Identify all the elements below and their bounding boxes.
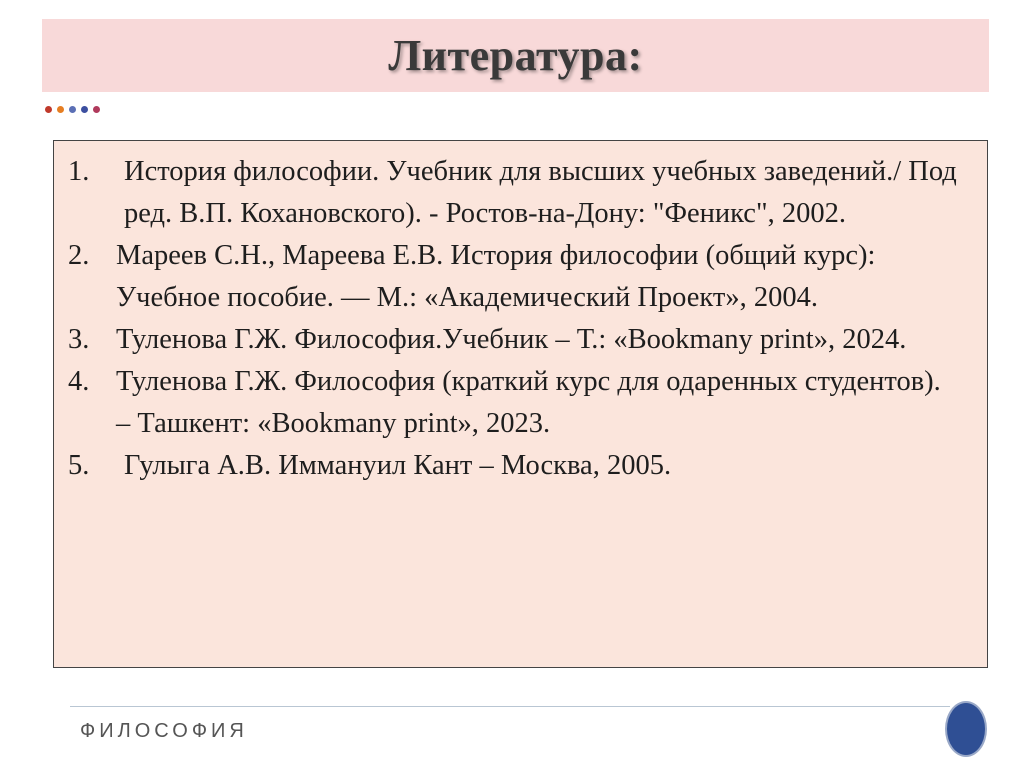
reference-item-5: [54, 445, 987, 487]
dot-icon: [45, 106, 52, 113]
reference-number: 3.: [68, 324, 90, 355]
reference-item-4: [54, 361, 987, 445]
reference-number: 2.: [68, 240, 90, 271]
references-box: [53, 140, 988, 668]
reference-item-3: [54, 319, 987, 361]
footer-divider: [70, 706, 950, 707]
reference-text: История философии. Учебник для высших учебных заведений./ Под ред. В.П. Кохановского). - Ростов-на-Дону: "Феникс", 2002.: [124, 156, 957, 229]
reference-list: [54, 151, 987, 487]
footer-label: ФИЛОСОФИЯ: [80, 720, 248, 742]
slide-title: Литература:: [388, 31, 643, 80]
reference-item-1: [54, 151, 987, 235]
reference-text: Гулыга А.В. Иммануил Кант – Москва, 2005.: [124, 450, 672, 481]
title-bar: [42, 19, 989, 92]
dot-icon: [93, 106, 100, 113]
reference-text: Туленова Г.Ж. Философия (краткий курс для одаренных студентов). – Ташкент: «Bookmany print», 2023.: [116, 366, 941, 439]
circle-icon: [945, 701, 987, 757]
reference-number: 5.: [68, 450, 90, 481]
dot-icon: [69, 106, 76, 113]
reference-text: Туленова Г.Ж. Философия.Учебник – Т.: «Bookmany print», 2024.: [116, 324, 907, 355]
dot-icon: [81, 106, 88, 113]
reference-number: 4.: [68, 366, 90, 397]
reference-text: Мареев С.Н., Мареева Е.В. История философии (общий курс): Учебное пособие. — М.: «Академический Проект», 2004.: [116, 240, 876, 313]
reference-number: 1.: [68, 156, 90, 187]
dot-icon: [57, 106, 64, 113]
decorative-dots: [45, 106, 100, 113]
reference-item-2: [54, 235, 987, 319]
